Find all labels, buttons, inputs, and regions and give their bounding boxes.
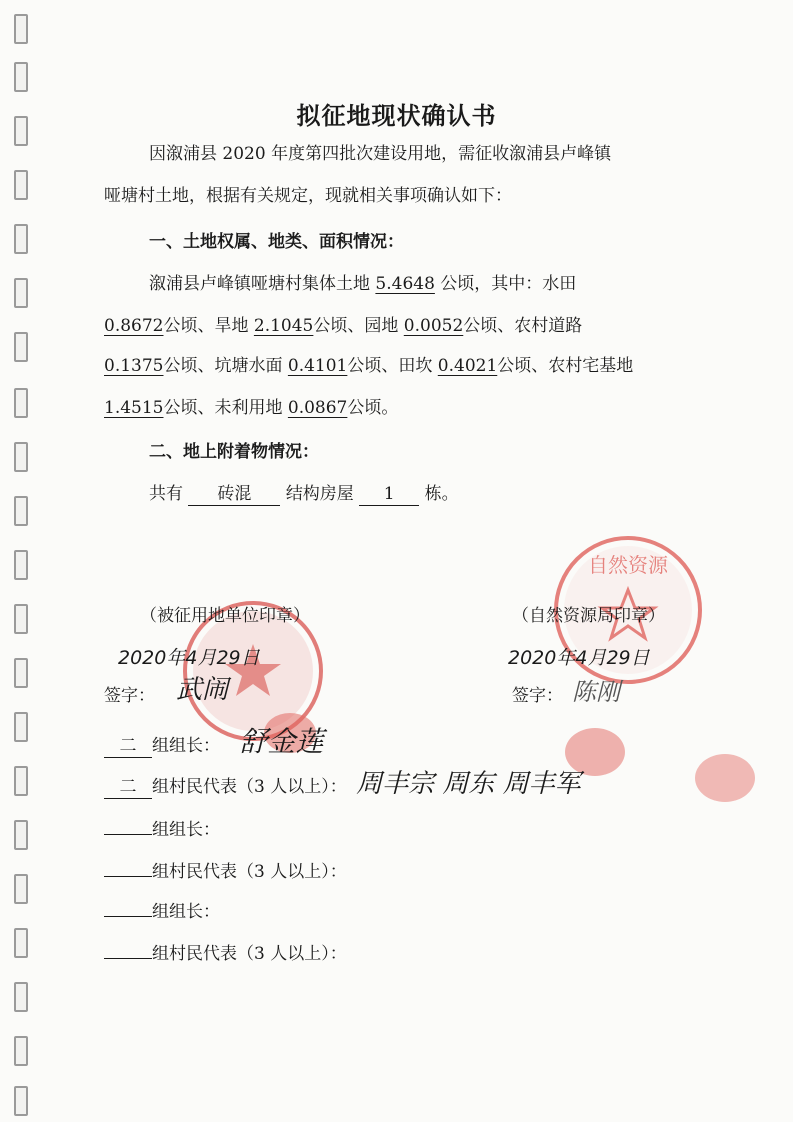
item-separator: 、 — [497, 316, 515, 336]
group-row-label: 组组长： — [152, 902, 220, 922]
total-area-unit: 公顷 — [440, 274, 475, 294]
section1-line-4 — [104, 396, 398, 420]
section1-line-3 — [104, 354, 633, 378]
binding-hole-icon — [14, 224, 28, 254]
group-number-field — [104, 876, 152, 877]
item-separator: 、 — [381, 356, 399, 376]
structure-middle: 结构房屋 — [285, 484, 354, 504]
item-unit: 公顷 — [347, 398, 382, 418]
binding-hole-icon — [14, 170, 28, 200]
item-separator: 。 — [381, 398, 399, 418]
item-separator: 、 — [197, 356, 215, 376]
binding-hole-icon — [14, 874, 28, 904]
group-row — [104, 942, 347, 966]
section1-heading: 一、土地权属、地类、面积情况： — [149, 232, 404, 252]
binding-hole-icon — [14, 820, 28, 850]
binding-hole-icon — [14, 604, 28, 634]
section1-line-1 — [149, 272, 576, 296]
item-value: 0.1375 — [104, 356, 164, 376]
section2-heading: 二、地上附着物情况： — [149, 442, 319, 462]
left-date: 2020年4月29日 — [118, 647, 260, 669]
item-unit: 公顷 — [313, 316, 348, 336]
item-unit: 公顷 — [163, 316, 198, 336]
item-value: 0.0867 — [287, 398, 348, 418]
structure-prefix: 共有 — [149, 484, 183, 504]
binding-hole-icon — [14, 766, 28, 796]
group-row — [104, 725, 324, 758]
group-number-field: 二 — [104, 735, 152, 758]
binding-hole-icon — [14, 14, 28, 44]
group-row — [104, 900, 220, 924]
binding-hole-icon — [14, 496, 28, 526]
binding-hole-icon — [14, 658, 28, 688]
section1-line-2 — [104, 314, 582, 338]
item-separator: 、 — [197, 398, 215, 418]
group-number-field — [104, 916, 152, 917]
item-label: 园地 — [364, 316, 399, 336]
binding-hole-icon — [14, 1086, 28, 1116]
group-number-field: 二 — [104, 776, 152, 799]
page-title: 拟征地现状确认书 — [296, 101, 497, 130]
item-label: 田坎 — [398, 356, 433, 376]
left-sign-label: 签字： — [104, 686, 155, 706]
left-seal-caption: （被征用地单位印章） — [140, 606, 310, 626]
house-count-field: 1 — [359, 483, 419, 506]
item-value: 0.8672 — [104, 316, 164, 336]
item-value: 2.1045 — [253, 316, 314, 336]
binding-hole-icon — [14, 388, 28, 418]
group-row — [104, 860, 347, 884]
group-row-label: 组村民代表（3 人以上）： — [152, 862, 347, 882]
binding-hole-icon — [14, 982, 28, 1012]
binding-hole-icon — [14, 62, 28, 92]
group-number-field — [104, 834, 152, 835]
group-row — [104, 818, 220, 842]
right-sign-label: 签字： — [512, 686, 563, 706]
binding-hole-icon — [14, 278, 28, 308]
item-unit: 公顷 — [497, 356, 532, 376]
binding-holes — [14, 0, 36, 1122]
item-unit: 公顷 — [463, 316, 498, 336]
group-row-label: 组村民代表（3 人以上）： — [152, 944, 347, 964]
seal-right-text: 自然资源 — [588, 553, 668, 577]
left-signature: 武闹 — [176, 675, 229, 705]
binding-hole-icon — [14, 1036, 28, 1066]
binding-hole-icon — [14, 442, 28, 472]
among-text: ，其中： — [474, 274, 543, 294]
item-separator: 、 — [197, 316, 215, 336]
group-row-label: 组组长： — [152, 736, 220, 756]
group-row-label: 组组长： — [152, 820, 220, 840]
group-row-signature: 周丰宗 周东 周丰军 — [356, 769, 581, 799]
right-seal-caption: （自然资源局印章） — [512, 606, 665, 626]
intro-line-2: 哑塘村土地，根据有关规定，现就相关事项确认如下： — [104, 186, 512, 206]
owner-text: 溆浦县卢峰镇哑塘村集体土地 — [149, 274, 370, 294]
item-label: 水田 — [542, 274, 577, 294]
right-signature: 陈刚 — [572, 678, 620, 706]
item-label: 农村道路 — [514, 316, 583, 336]
group-row-label: 组村民代表（3 人以上）： — [152, 777, 347, 797]
binding-hole-icon — [14, 712, 28, 742]
structure-type-field: 砖混 — [188, 483, 280, 506]
group-number-field — [104, 958, 152, 959]
item-label: 旱地 — [214, 316, 249, 336]
group-row-signature: 舒金莲 — [239, 725, 324, 758]
item-unit: 公顷 — [163, 356, 198, 376]
item-label: 农村宅基地 — [548, 356, 634, 376]
item-separator: 、 — [531, 356, 549, 376]
fingerprint-icon — [690, 748, 760, 808]
item-separator: 、 — [347, 316, 365, 336]
binding-hole-icon — [14, 332, 28, 362]
section2-line — [149, 482, 459, 506]
item-value: 0.0052 — [403, 316, 464, 336]
binding-hole-icon — [14, 928, 28, 958]
item-value: 0.4101 — [287, 356, 348, 376]
structure-suffix: 栋。 — [424, 484, 459, 504]
intro-line-1: 因溆浦县 2020 年度第四批次建设用地，需征收溆浦县卢峰镇 — [149, 144, 612, 164]
right-date: 2020年4月29日 — [508, 647, 650, 669]
item-label: 坑塘水面 — [214, 356, 283, 376]
binding-hole-icon — [14, 550, 28, 580]
total-area-value: 5.4648 — [375, 274, 435, 294]
group-row — [104, 769, 581, 799]
item-label: 未利用地 — [214, 398, 283, 418]
item-unit: 公顷 — [163, 398, 198, 418]
item-unit: 公顷 — [347, 356, 382, 376]
item-value: 0.4021 — [437, 356, 498, 376]
item-value: 1.4515 — [104, 398, 164, 418]
